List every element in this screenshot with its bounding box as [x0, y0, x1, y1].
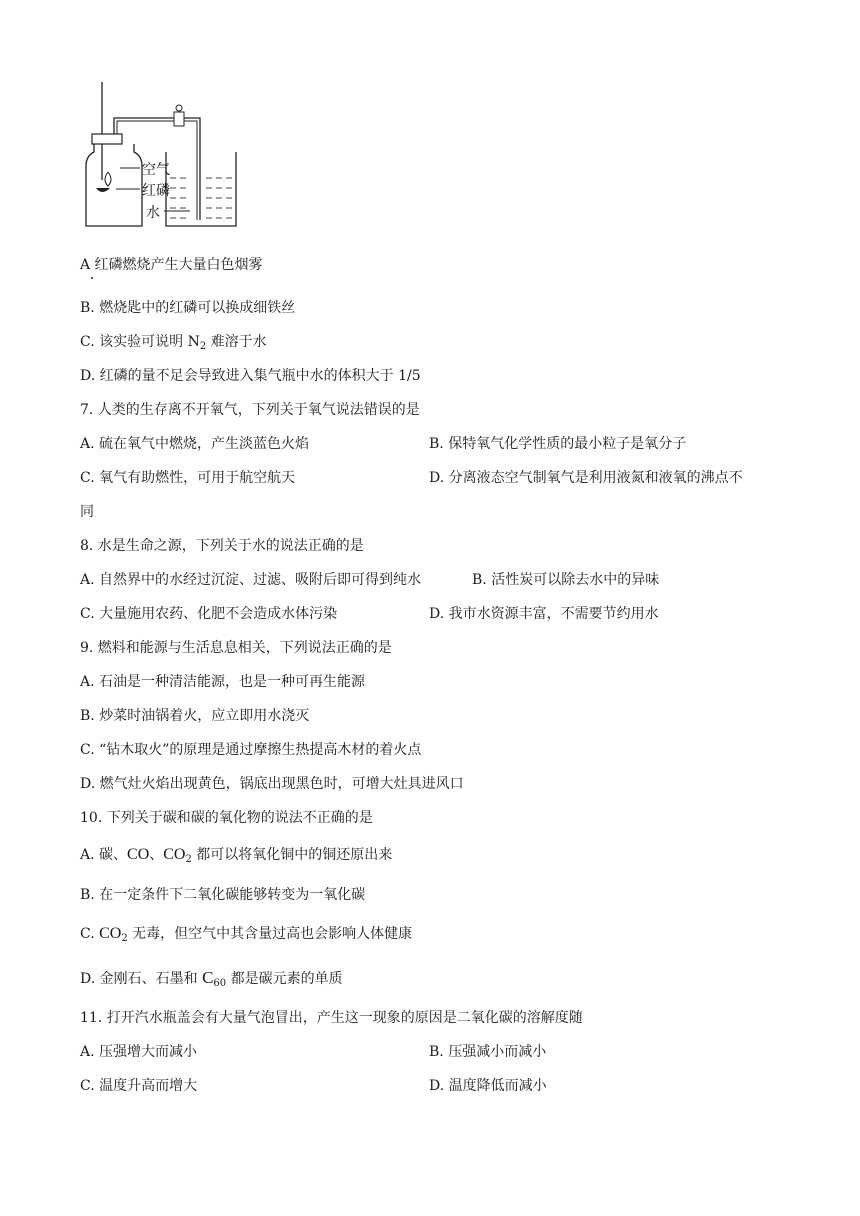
q10-option-a	[80, 846, 392, 864]
n2-subscript: 2	[199, 341, 207, 352]
q10-option-c	[80, 925, 412, 943]
q6-option-b: B. 燃烧匙中的红磷可以换成细铁丝	[80, 300, 296, 316]
q10-option-d-tail: 都是碳元素的单质	[226, 971, 343, 987]
c60-subscript: 60	[213, 978, 227, 989]
q7-option-a: A. 硫在氧气中燃烧，产生淡蓝色火焰	[80, 436, 310, 452]
air-label: 空气	[142, 161, 170, 177]
q7-option-d: D. 分离液态空气制氧气是利用液氮和液氧的沸点不	[429, 470, 743, 486]
q10-option-a-text: A. 碳、	[80, 847, 128, 863]
water-label: 水	[146, 204, 160, 220]
q6-option-d: D. 红磷的量不足会导致进入集气瓶中水的体积大于 1/5	[80, 368, 421, 384]
c60-formula: C	[202, 968, 214, 987]
co2-formula: CO	[99, 925, 122, 942]
apparatus-figure	[82, 80, 242, 230]
q10-option-c-tail: 无毒，但空气中其含量过高也会影响人体健康	[127, 926, 413, 942]
q10-option-b: B. 在一定条件下二氧化碳能够转变为一氧化碳	[80, 887, 366, 903]
co2-formula: CO	[163, 846, 186, 863]
q8-option-b: B. 活性炭可以除去水中的异味	[472, 572, 660, 588]
q10-option-c-label: C.	[80, 926, 100, 942]
q9-stem: 9. 燃料和能源与生活息息相关，下列说法正确的是	[80, 640, 392, 656]
q7-option-b: B. 保特氧气化学性质的最小粒子是氧分子	[429, 436, 687, 452]
q7-option-d-continued: 同	[80, 504, 94, 520]
q10-option-d	[80, 969, 343, 988]
q11-option-c: C. 温度升高而增大	[80, 1078, 198, 1094]
q9-option-b: B. 炒菜时油锅着火，应立即用水浇灭	[80, 708, 310, 724]
co-formula: CO	[127, 846, 150, 863]
q6-option-c-tail: 难溶于水	[206, 334, 267, 350]
q10-option-a-tail: 都可以将氧化铜中的铜还原出来	[191, 847, 393, 863]
q9-option-d: D. 燃气灶火焰出现黄色，锅底出现黑色时，可增大灶具进风口	[80, 776, 464, 792]
q10-stem: 10. 下列关于碳和碳的氧化物的说法不正确的是	[80, 810, 373, 826]
red-phosphorus-label: 红磷	[142, 182, 170, 198]
co2-subscript: 2	[185, 854, 192, 865]
q7-option-c: C. 氧气有助燃性，可用于航空航天	[80, 470, 296, 486]
q7-stem: 7. 人类的生存离不开氧气，下列关于氧气说法错误的是	[80, 402, 420, 418]
co2-subscript: 2	[121, 933, 128, 944]
q8-option-d: D. 我市水资源丰富，不需要节约用水	[429, 606, 659, 622]
q8-option-a: A. 自然界中的水经过沉淀、过滤、吸附后即可得到纯水	[80, 572, 422, 588]
q11-option-d: D. 温度降低而减小	[429, 1078, 547, 1094]
q8-stem: 8. 水是生命之源，下列关于水的说法正确的是	[80, 538, 364, 554]
apparatus-diagram	[82, 80, 242, 230]
q11-option-b: B. 压强减小而减小	[429, 1044, 547, 1060]
q9-option-a: A. 石油是一种清洁能源，也是一种可再生能源	[80, 674, 366, 690]
q9-option-c: C. “钻木取火”的原理是通过摩擦生热提高木材的着火点	[80, 742, 422, 758]
q6-option-a: A 红磷燃烧产生大量白色烟雾	[80, 257, 263, 273]
option-dot	[91, 277, 93, 279]
comma: 、	[149, 847, 164, 863]
q11-option-a: A. 压强增大而减小	[80, 1044, 198, 1060]
q6-option-c-text: C. 该实验可说明 N	[80, 334, 200, 350]
q6-option-c	[80, 333, 267, 351]
q8-option-c: C. 大量施用农药、化肥不会造成水体污染	[80, 606, 338, 622]
q10-option-d-text: D. 金刚石、石墨和	[80, 971, 203, 987]
q11-stem: 11. 打开汽水瓶盖会有大量气泡冒出，产生这一现象的原因是二氧化碳的溶解度随	[80, 1010, 583, 1026]
